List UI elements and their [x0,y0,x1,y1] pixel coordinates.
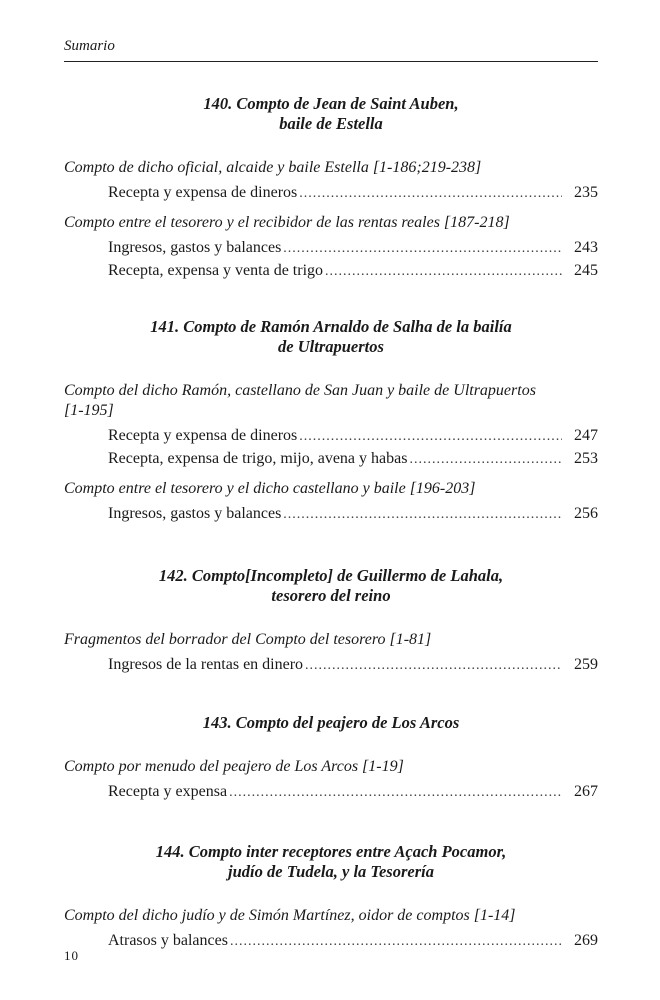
dot-leader [299,426,562,448]
dot-leader [283,504,562,526]
dot-leader [299,183,562,205]
entry-page-number: 253 [574,450,598,467]
entry-page-number: 243 [574,239,598,256]
toc-entry [64,237,598,260]
toc-group [64,757,598,804]
dot-leader [325,261,562,283]
group-title: Compto entre el tesorero y el dicho castellano y baile [196-203] [64,480,476,497]
toc-group [64,630,598,677]
toc-entry [64,503,598,526]
entry-label: Ingresos, gastos y balances [108,505,282,522]
toc-group [64,906,598,953]
group-title: Compto por menudo del peajero de Los Arcos [1-19] [64,758,404,775]
toc-section [64,566,598,677]
entry-label: Recepta y expensa [108,783,228,800]
entry-label: Atrasos y balances [108,932,228,949]
entry-page-number: 256 [574,505,598,522]
toc-entry [64,448,598,471]
page-number: 10 [64,948,79,963]
section-title: 141. Compto de Ramón Arnaldo de Salha de la bailía de Ultrapuertos [150,317,512,356]
section-title: 142. Compto[Incompleto] de Guillermo de Lahala, tesorero del reino [158,566,504,605]
toc-entry [64,930,598,953]
group-title: Compto del dicho judío y de Simón Martínez, oidor de comptos [1-14] [64,907,516,924]
group-title: Compto entre el tesorero y el recibidor de las rentas reales [187-218] [64,214,510,231]
toc-entry [64,654,598,677]
dot-leader [305,655,562,677]
section-title: 140. Compto de Jean de Saint Auben, baile de Estella [203,94,459,133]
toc-entry [64,260,598,283]
entry-page-number: 235 [574,184,598,201]
entry-label: Recepta, expensa de trigo, mijo, avena y habas [108,450,408,467]
section-title: 143. Compto del peajero de Los Arcos [202,713,460,732]
toc-entry [64,781,598,804]
section-title: 144. Compto inter receptores entre Açach Pocamor, judío de Tudela, y la Tesorería [155,842,507,881]
toc-section [64,713,598,804]
entry-label: Recepta, expensa y venta de trigo [108,262,324,279]
entry-label: Recepta y expensa de dineros [108,427,298,444]
toc-group [64,381,598,471]
toc-group [64,479,598,526]
toc-section [64,317,598,526]
table-of-contents [64,94,598,953]
entry-page-number: 259 [574,656,598,673]
entry-page-number: 245 [574,262,598,279]
group-title: Compto del dicho Ramón, castellano de San Juan y baile de Ultrapuertos [1-195] [64,382,536,419]
group-title: Fragmentos del borrador del Compto del tesorero [1-81] [64,631,432,648]
entry-label: Recepta y expensa de dineros [108,184,298,201]
entry-page-number: 267 [574,783,598,800]
entry-page-number: 269 [574,932,598,949]
dot-leader [229,782,562,804]
toc-entry [64,182,598,205]
entry-label: Ingresos, gastos y balances [108,239,282,256]
toc-section [64,842,598,953]
running-header: Sumario [64,38,598,62]
dot-leader [283,238,562,260]
toc-entry [64,425,598,448]
toc-section [64,94,598,283]
entry-label: Ingresos de la rentas en dinero [108,656,304,673]
toc-group [64,158,598,205]
dot-leader [409,449,562,471]
toc-group [64,213,598,283]
dot-leader [230,931,562,953]
group-title: Compto de dicho oficial, alcaide y baile Estella [1-186;219-238] [64,159,482,176]
entry-page-number: 247 [574,427,598,444]
